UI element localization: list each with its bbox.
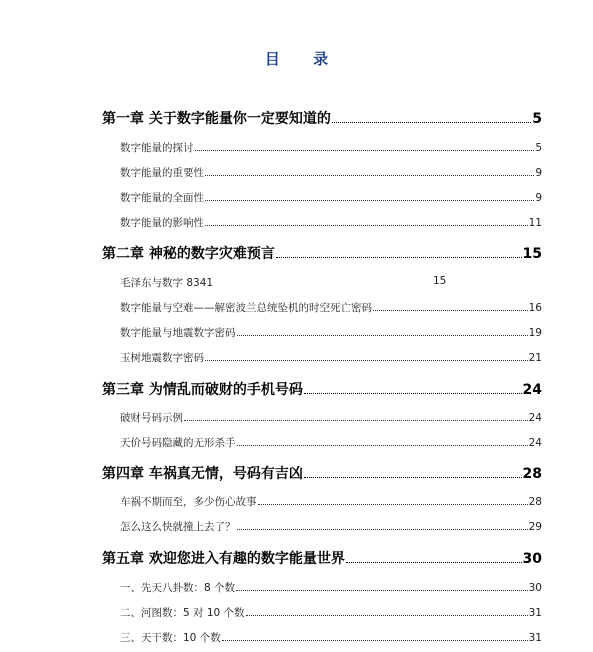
dot-leader (237, 445, 528, 446)
toc-page-number: 24 (528, 412, 542, 424)
toc-entry-text: 第三章 为情乱而破财的手机号码 (102, 382, 303, 398)
toc-entry-text: 二、河图数：5 对 10 个数 (120, 607, 245, 619)
dot-leader (236, 590, 528, 591)
dot-leader (373, 310, 528, 311)
toc-section[interactable] (120, 494, 542, 509)
dot-leader (237, 529, 528, 530)
toc-section[interactable] (120, 410, 542, 425)
dot-leader (258, 504, 528, 505)
dot-leader (205, 225, 528, 226)
toc-page-number: 24 (528, 437, 542, 449)
toc-page-number: 29 (528, 521, 542, 533)
toc-section[interactable] (120, 325, 542, 340)
toc-page-number: 9 (535, 167, 542, 179)
toc-title: 目 录 (264, 50, 343, 68)
toc-page-number: 5 (535, 142, 542, 154)
dot-leader (332, 122, 531, 123)
toc-entry-text: 一、先天八卦数：8 个数 (120, 582, 236, 594)
toc-chapter-2[interactable] (102, 243, 542, 263)
toc-entry-text: 数字能量与地震数字密码 (120, 327, 236, 339)
toc-entry-text: 天价号码隐藏的无形杀手 (120, 437, 236, 449)
toc-section[interactable] (120, 140, 542, 155)
toc-section[interactable] (120, 630, 542, 645)
toc-entry-text: 数字能量的全面性 (120, 192, 204, 204)
toc-entry-text: 数字能量的影响性 (120, 217, 204, 229)
toc-entry-text: 玉树地震数字密码 (120, 352, 204, 364)
toc-chapter-3[interactable] (102, 379, 542, 399)
toc-page-number: 15 (433, 275, 447, 287)
toc-section-text[interactable]: 毛泽东与数字 8341 (120, 277, 214, 289)
toc-section[interactable] (120, 165, 542, 180)
toc-page-number: 30 (528, 582, 542, 594)
toc-section[interactable] (120, 605, 542, 620)
dot-leader (276, 257, 522, 258)
toc-page-number: 24 (522, 382, 542, 398)
dot-leader (346, 562, 522, 563)
toc-entry-text: 数字能量的重要性 (120, 167, 204, 179)
toc-page-number: 21 (528, 352, 542, 364)
toc-page-number: 31 (528, 607, 542, 619)
toc-page-number: 11 (528, 217, 542, 229)
dot-leader (205, 175, 534, 176)
dot-leader (184, 420, 528, 421)
toc-chapter-1[interactable] (102, 108, 542, 128)
dot-leader (237, 335, 528, 336)
toc-section[interactable] (120, 350, 542, 365)
toc-entry-text: 怎么这么快就撞上去了？ (120, 521, 236, 533)
toc-page-number: 15 (522, 246, 542, 262)
toc-section[interactable] (120, 215, 542, 230)
toc-section[interactable] (120, 190, 542, 205)
toc-section[interactable] (120, 435, 542, 450)
toc-entry-text: 数字能量与空难——解密波兰总统坠机的时空死亡密码 (120, 302, 372, 314)
toc-entry-text: 数字能量的探讨 (120, 142, 194, 154)
toc-entry-text: 车祸不期而至，多少伤心故事 (120, 496, 257, 508)
toc-page-number: 19 (528, 327, 542, 339)
toc-entry-text: 破财号码示例 (120, 412, 183, 424)
toc-section[interactable] (120, 580, 542, 595)
toc-page-number: 28 (522, 466, 542, 482)
toc-entry-text: 第一章 关于数字能量你一定要知道的 (102, 111, 331, 127)
toc-entry-text: 三、天干数：10 个数 (120, 632, 221, 644)
toc-entry-text: 第五章 欢迎您进入有趣的数字能量世界 (102, 551, 345, 567)
dot-leader (246, 615, 528, 616)
toc-page-number: 30 (522, 551, 542, 567)
toc-page-number: 28 (528, 496, 542, 508)
toc-page-number: 9 (535, 192, 542, 204)
toc-entry-text: 第四章 车祸真无情，号码有吉凶 (102, 466, 303, 482)
toc-page-number: 5 (532, 111, 542, 127)
dot-leader (195, 150, 535, 151)
toc-chapter-5[interactable] (102, 548, 542, 568)
dot-leader (205, 360, 528, 361)
toc-page-number: 16 (528, 302, 542, 314)
dot-leader (304, 477, 522, 478)
dot-leader (205, 200, 534, 201)
toc-entry-text: 第二章 神秘的数字灾难预言 (102, 246, 275, 262)
dot-leader (222, 640, 528, 641)
toc-section[interactable] (120, 300, 542, 315)
toc-chapter-4[interactable] (102, 463, 542, 483)
dot-leader (304, 393, 522, 394)
toc-page-number: 31 (528, 632, 542, 644)
toc-section[interactable] (120, 519, 542, 534)
